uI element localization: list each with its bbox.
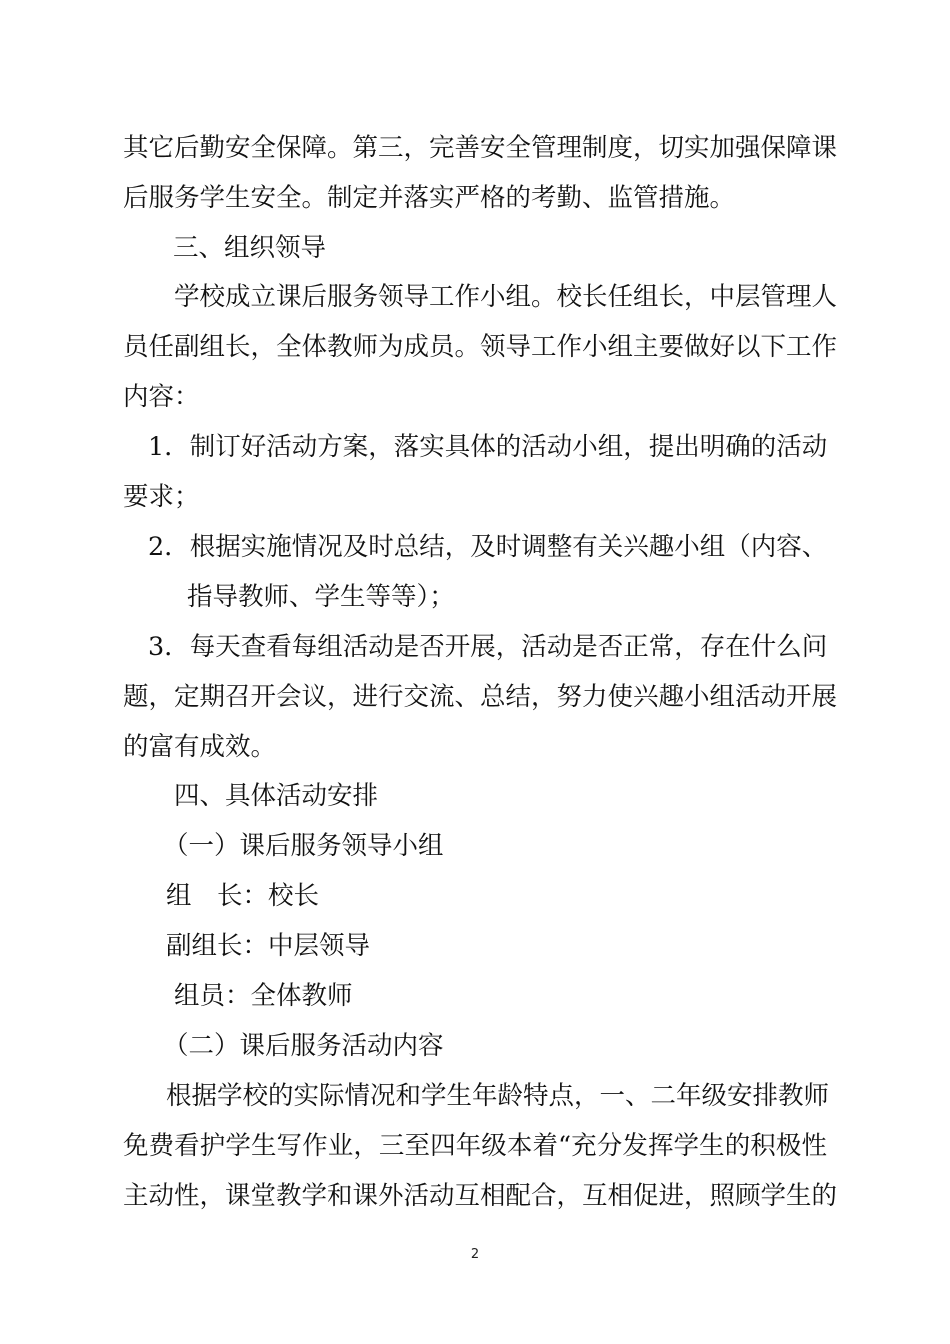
text-line: 指导教师、学生等等）； <box>187 582 455 612</box>
text-line: 组员：全体教师 <box>174 981 353 1011</box>
text-line: 副组长：中层领导 <box>166 931 371 961</box>
text-line: 主动性，课堂教学和课外活动互相配合，互相促进，照顾学生的 <box>123 1181 838 1211</box>
text-line: 题，定期召开会议，进行交流、总结，努力使兴趣小组活动开展 <box>123 682 838 712</box>
subsection-heading: （二）课后服务活动内容 <box>163 1031 444 1061</box>
list-item: 2．根据实施情况及时总结，及时调整有关兴趣小组（内容、 <box>148 532 828 562</box>
text-line: 免费看护学生写作业，三至四年级本着“充分发挥学生的积极性 <box>123 1131 827 1161</box>
section-heading: 四、具体活动安排 <box>174 781 379 811</box>
text-line: 组 长：校长 <box>166 881 320 911</box>
text-line: 的富有成效。 <box>123 732 277 762</box>
text-line: 内容： <box>123 382 200 412</box>
subsection-heading: （一）课后服务领导小组 <box>163 831 444 861</box>
list-item: 3．每天查看每组活动是否开展，活动是否正常，存在什么问 <box>148 632 828 662</box>
text-line: 其它后勤安全保障。第三，完善安全管理制度，切实加强保障课 <box>123 133 838 163</box>
section-heading: 三、组织领导 <box>173 233 327 263</box>
text-line: 学校成立课后服务领导工作小组。校长任组长，中层管理人 <box>174 282 838 312</box>
text-line: 员任副组长，全体教师为成员。领导工作小组主要做好以下工作 <box>123 332 838 362</box>
text-line: 要求； <box>123 482 200 512</box>
text-line: 后服务学生安全。制定并落实严格的考勤、监管措施。 <box>123 183 736 213</box>
text-line: 根据学校的实际情况和学生年龄特点，一、二年级安排教师 <box>166 1081 830 1111</box>
list-item: 1．制订好活动方案，落实具体的活动小组，提出明确的活动 <box>148 432 828 462</box>
page-number: 2 <box>470 1247 480 1262</box>
